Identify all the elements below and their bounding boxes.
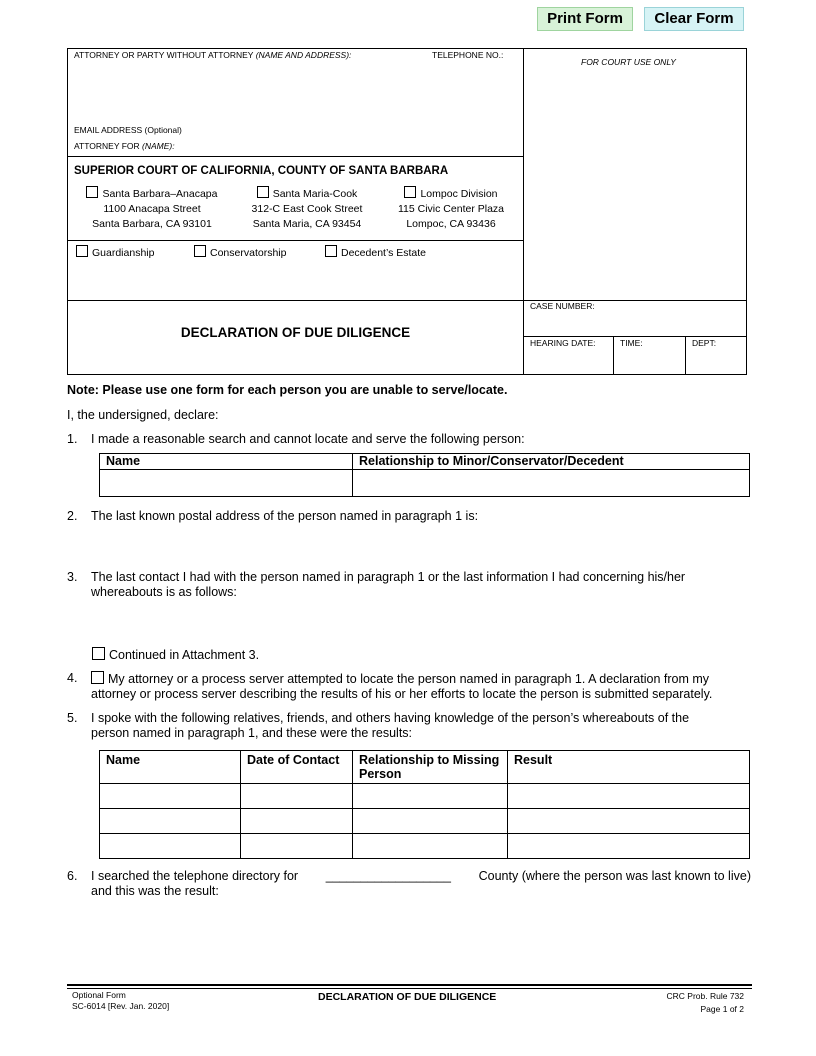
p5-number: 5.: [67, 711, 78, 725]
p5-cell[interactable]: [241, 809, 353, 834]
checkbox-lompoc[interactable]: [404, 186, 416, 198]
p1-relationship-cell[interactable]: [353, 470, 750, 497]
checkbox-process-server[interactable]: [91, 671, 104, 684]
p5-cell[interactable]: [353, 834, 508, 859]
court-name: SUPERIOR COURT OF CALIFORNIA, COUNTY OF SANTA BARBARA: [74, 165, 449, 177]
time-label: TIME:: [620, 338, 643, 348]
checkbox-conservatorship[interactable]: [194, 245, 206, 257]
p2-text: The last known postal address of the person named in paragraph 1 is:: [91, 509, 479, 523]
p5-cell[interactable]: [100, 809, 241, 834]
dept-label: DEPT:: [692, 338, 717, 348]
p1-text: I made a reasonable search and cannot locate and serve the following person:: [91, 432, 525, 446]
p5-header-date: Date of Contact: [241, 751, 353, 784]
footer-form-info: Optional Form SC-6014 [Rev. Jan. 2020]: [72, 990, 170, 1011]
p4-text: My attorney or a process server attempted to locate the person named in paragraph 1. A declaration from my attorney or process server describing the results of his or her efforts to locate the person is submitted separately.: [91, 672, 713, 701]
checkbox-anacapa[interactable]: [86, 186, 98, 198]
footer-rule: CRC Prob. Rule 732 Page 1 of 2: [666, 991, 744, 1014]
p5-cell[interactable]: [241, 834, 353, 859]
p5-cell[interactable]: [508, 809, 750, 834]
attorney-label: ATTORNEY OR PARTY WITHOUT ATTORNEY (NAME AND ADDRESS):: [74, 50, 352, 60]
p5-cell[interactable]: [100, 784, 241, 809]
p1-number: 1.: [67, 432, 78, 446]
p5-cell[interactable]: [508, 784, 750, 809]
case-type-guardianship[interactable]: Guardianship: [76, 245, 154, 259]
clear-form-button[interactable]: Clear Form: [644, 7, 744, 31]
form-title: DECLARATION OF DUE DILIGENCE: [180, 325, 411, 340]
p1-header-relationship: Relationship to Minor/Conservator/Decedent: [353, 454, 750, 470]
p5-text: I spoke with the following relatives, friends, and others having knowledge of the person’s whereabouts of the person named in paragraph 1, and these were the results:: [91, 711, 690, 740]
p5-header-result: Result: [508, 751, 750, 784]
p3-text: The last contact I had with the person named in paragraph 1 or the last information I had concerning his/her whereabouts is as follows:: [91, 570, 686, 599]
p5-cell[interactable]: [241, 784, 353, 809]
division-santa-maria: Santa Maria-Cook 312-C East Cook Street Santa Maria, CA 93454: [251, 188, 363, 230]
p1-header-name: Name: [100, 454, 353, 470]
division-anacapa: Santa Barbara–Anacapa 1100 Anacapa Street Santa Barbara, CA 93101: [72, 186, 232, 230]
p1-table: [99, 453, 750, 497]
p5-table: [99, 750, 750, 859]
checkbox-attachment-3[interactable]: [92, 647, 105, 660]
court-use-label: FOR COURT USE ONLY: [581, 57, 676, 67]
p2-number: 2.: [67, 509, 78, 523]
case-type-conservatorship[interactable]: Conservatorship: [194, 245, 286, 259]
p5-header-name: Name: [100, 751, 241, 784]
p6-text: I searched the telephone directory for __________________ County (where the person was last known to live) and this was the result:: [91, 869, 751, 898]
print-form-button[interactable]: Print Form: [537, 7, 633, 31]
p6-county-blank[interactable]: __________________: [325, 869, 451, 883]
p5-cell[interactable]: [353, 809, 508, 834]
division-lompoc: Lompoc Division 115 Civic Center Plaza Lompoc, CA 93436: [397, 188, 505, 230]
case-number-label: CASE NUMBER:: [530, 301, 595, 311]
p5-cell[interactable]: [353, 784, 508, 809]
attorney-for-label: ATTORNEY FOR (NAME):: [74, 141, 175, 151]
telephone-label: TELEPHONE NO.:: [432, 50, 504, 60]
p3-attachment[interactable]: Continued in Attachment 3.: [92, 647, 259, 662]
hearing-date-label: HEARING DATE:: [530, 338, 596, 348]
intro: I, the undersigned, declare:: [67, 408, 219, 422]
p5-cell[interactable]: [100, 834, 241, 859]
case-type-decedent[interactable]: Decedent’s Estate: [325, 245, 426, 259]
checkbox-santa-maria[interactable]: [257, 186, 269, 198]
p3-number: 3.: [67, 570, 78, 584]
p1-name-cell[interactable]: [100, 470, 353, 497]
checkbox-decedent[interactable]: [325, 245, 337, 257]
note: Note: Please use one form for each person you are unable to serve/locate.: [67, 383, 508, 397]
p5-cell[interactable]: [508, 834, 750, 859]
p5-header-relationship: Relationship to Missing Person: [353, 751, 508, 784]
p6-number: 6.: [67, 869, 78, 883]
footer-title: DECLARATION OF DUE DILIGENCE: [318, 991, 497, 1003]
checkbox-guardianship[interactable]: [76, 245, 88, 257]
email-label: EMAIL ADDRESS (Optional): [74, 125, 182, 135]
p4-number: 4.: [67, 671, 78, 685]
